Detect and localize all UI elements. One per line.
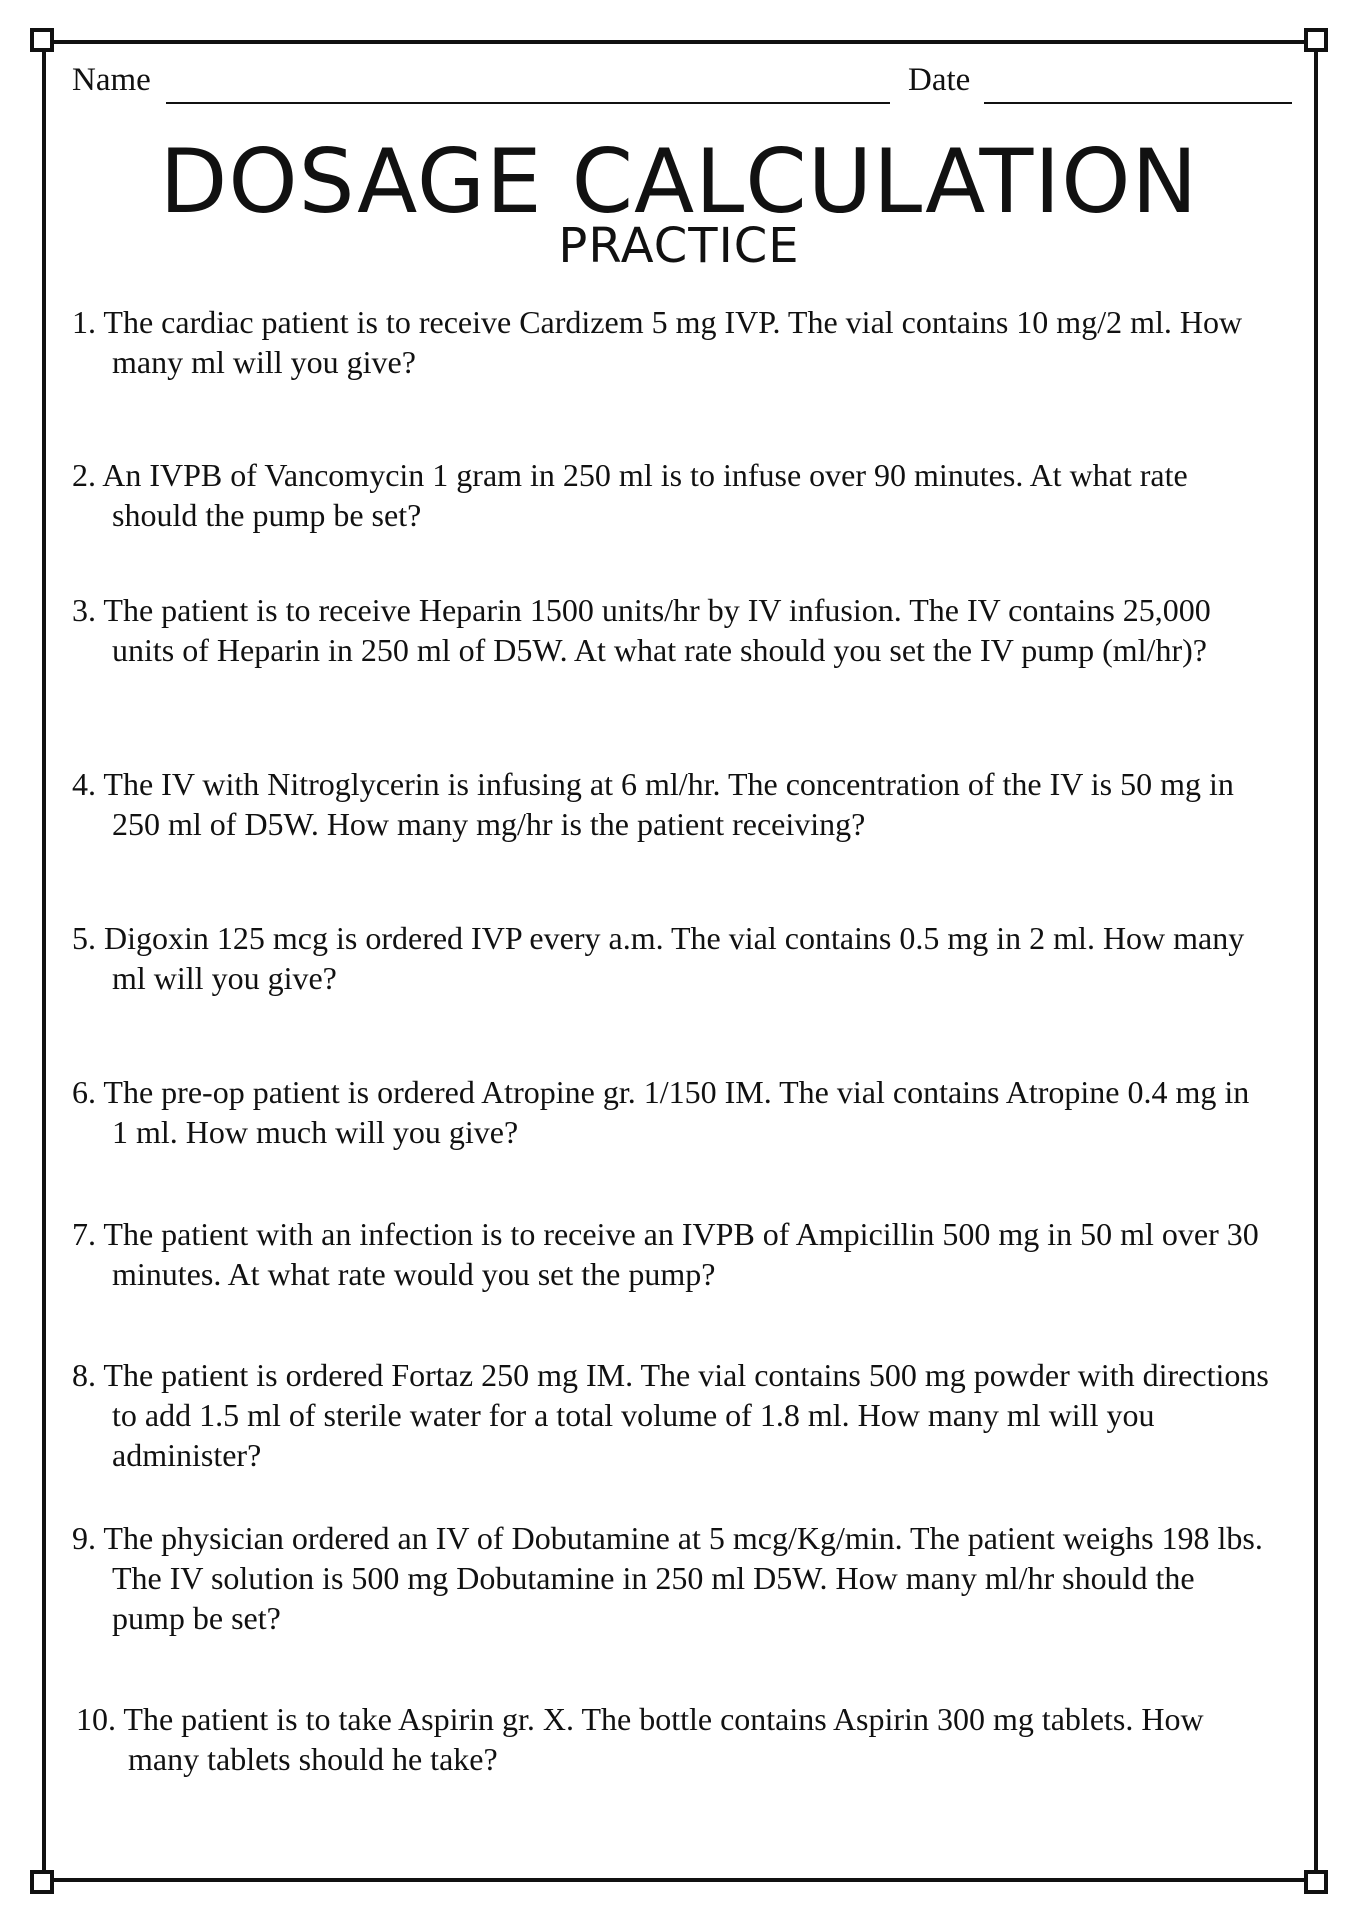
question-10 — [72, 1699, 1272, 1779]
question-text: 1. The cardiac patient is to receive Cardizem 5 mg IVP. The vial contains 10 mg/2 ml. How many ml will you give? — [72, 304, 1243, 380]
date-field[interactable] — [984, 102, 1292, 104]
question-7 — [72, 1214, 1272, 1294]
question-text: 2. An IVPB of Vancomycin 1 gram in 250 ml is to infuse over 90 minutes. At what rate should the pump be set? — [72, 457, 1188, 533]
question-5 — [72, 918, 1272, 998]
question-text: 3. The patient is to receive Heparin 1500 units/hr by IV infusion. The IV contains 25,000 units of Heparin in 250 ml of D5W. At what rate should you set the IV pump (ml/hr)? — [72, 592, 1211, 668]
question-3 — [72, 590, 1272, 670]
corner-ornament — [30, 28, 54, 52]
question-9 — [72, 1518, 1272, 1638]
question-text: 4. The IV with Nitroglycerin is infusing at 6 ml/hr. The concentration of the IV is 50 mg in 250 ml of D5W. How many mg/hr is the patient receiving? — [72, 766, 1234, 842]
header-row — [72, 62, 1292, 108]
corner-ornament — [1304, 28, 1328, 52]
question-text: 5. Digoxin 125 mcg is ordered IVP every a.m. The vial contains 0.5 mg in 2 ml. How many ml will you give? — [72, 920, 1245, 996]
question-8 — [72, 1355, 1272, 1475]
question-1 — [72, 302, 1272, 382]
page-subtitle: PRACTICE — [558, 218, 800, 274]
page-title: DOSAGE CALCULATION — [159, 130, 1199, 233]
question-text: 10. The patient is to take Aspirin gr. X. The bottle contains Aspirin 300 mg tablets. How many tablets should he take? — [76, 1701, 1204, 1777]
question-text: 8. The patient is ordered Fortaz 250 mg IM. The vial contains 500 mg powder with directions to add 1.5 ml of sterile water for a total volume of 1.8 ml. How many ml will you administer? — [72, 1357, 1269, 1473]
question-text: 9. The physician ordered an IV of Dobutamine at 5 mcg/Kg/min. The patient weighs 198 lbs. The IV solution is 500 mg Dobutamine in 250 ml D5W. How many ml/hr should the pump be set? — [72, 1520, 1263, 1636]
corner-ornament — [30, 1870, 54, 1894]
question-2 — [72, 455, 1272, 535]
question-text: 7. The patient with an infection is to receive an IVPB of Ampicillin 500 mg in 50 ml over 30 minutes. At what rate would you set the pump? — [72, 1216, 1259, 1292]
date-label: Date — [908, 62, 971, 98]
question-text: 6. The pre-op patient is ordered Atropine gr. 1/150 IM. The vial contains Atropine 0.4 mg in 1 ml. How much will you give? — [72, 1074, 1250, 1150]
question-6 — [72, 1072, 1272, 1152]
corner-ornament — [1304, 1870, 1328, 1894]
name-label: Name — [72, 62, 151, 98]
name-field[interactable] — [166, 102, 890, 104]
question-4 — [72, 764, 1272, 844]
